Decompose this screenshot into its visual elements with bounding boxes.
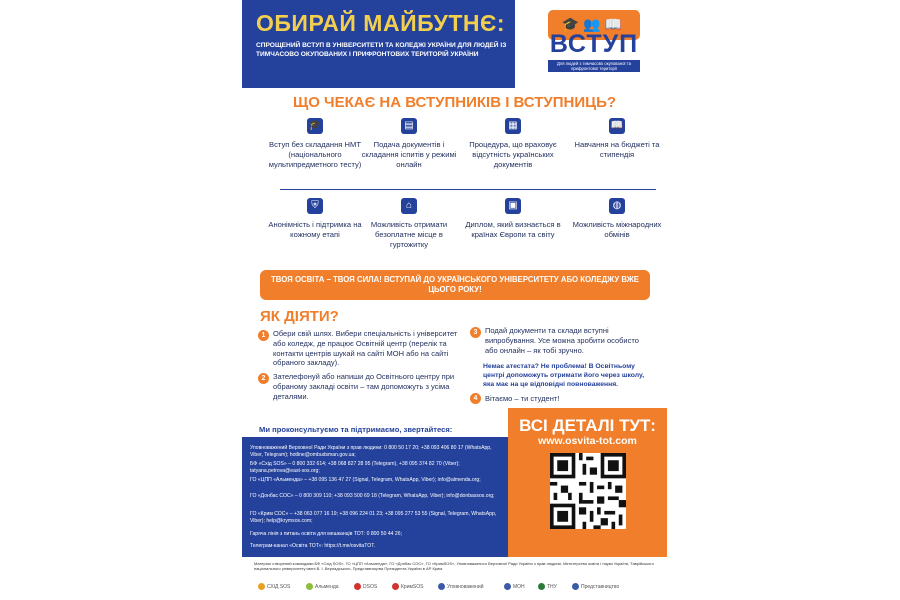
dormitory-icon: ⌂ <box>401 198 417 214</box>
partner-logo: КримSOS <box>392 583 423 590</box>
contacts-panel <box>242 437 508 557</box>
qr-code[interactable] <box>550 453 626 529</box>
feature-text: Навчання на бюджеті та стипендія <box>574 140 660 159</box>
feature-anonymity <box>266 198 364 240</box>
header-subtitle: СПРОЩЕНИЙ ВСТУП В УНІВЕРСИТЕТИ ТА КОЛЕДЖІ УКРАЇНИ ДЛЯ ЛЮДЕЙ ІЗ ТИМЧАСОВО ОКУПОВАНИХ І ПРИФРОНТОВИХ ТЕРИТОРІЙ УКРАЇНИ <box>256 42 507 58</box>
logo-wordmark: ВСТУП <box>549 30 639 58</box>
contact-donbas-sos: ГО «Донбас СОС» – 0 800 309 110; +38 093 500 69 18 (Telegram, WhatsApp, Viber); info@donbassos.org; <box>250 493 495 499</box>
feature-text: Диплом, який визнається в країнах Європи та світу <box>465 220 561 239</box>
how-to-title: ЯК ДІЯТИ? <box>260 308 339 325</box>
feature-text: Анонімність і підтримка на кожному етапі <box>268 220 362 239</box>
partner-logo: СХІД SOS <box>258 583 290 590</box>
poster <box>242 0 667 600</box>
feature-text: Вступ без складання НМТ (національного мультипредметного тесту) <box>268 140 362 169</box>
feature-dormitory <box>360 198 458 250</box>
partner-logo: Уповноважений <box>438 583 484 590</box>
feature-text: Можливість міжнародних обмінів <box>572 220 662 239</box>
step-number: 2 <box>258 373 269 384</box>
partner-logo: DSOS <box>354 583 377 590</box>
feature-text: Можливість отримати безоплатне місце в гуртожитку <box>370 220 448 249</box>
feature-text: Подача документів і складання іспитів у режимі онлайн <box>361 140 457 169</box>
step-1-text: Обери свій шлях. Вибери спеціальність і університет або коледж, де працює Освітній центр (перелік та контакти центрів шукай на сайті МОН або на сайті обраного закладу). <box>273 329 458 368</box>
partner-logo: Представництво <box>572 583 619 590</box>
step-number: 4 <box>470 393 481 404</box>
shield-icon: ⛨ <box>307 198 323 214</box>
step-number: 3 <box>470 327 481 338</box>
logo-icons: 🎓👥📖 <box>561 16 627 32</box>
contact-almenda: ГО «ЦПП «Альменда» – +38 095 136 47 27 (Signal, Telegram, WhatsApp, Viber); info@almenda.org; <box>250 477 481 483</box>
contact-krym-sos: ГО «Крим СОС» – +38 063 077 16 19; +38 096 224 01 23; +38 095 277 53 55 (Signal, Telegram, WhatsApp, Viber); help@krymsos.com; <box>250 511 497 524</box>
feature-text: Процедура, що враховує відсутність українських документів <box>469 140 557 169</box>
details-panel <box>508 408 667 557</box>
consult-title: Ми проконсультуємо та підтримаємо, звертайтеся: <box>259 425 453 434</box>
logo-tagline: Для людей з тимчасово окупованої та прифронтової території <box>548 60 640 72</box>
partner-logo: ТНУ <box>538 583 557 590</box>
slogan-banner: ТВОЯ ОСВІТА – ТВОЯ СИЛА! ВСТУПАЙ ДО УКРАЇНСЬКОГО УНІВЕРСИТЕТУ АБО КОЛЕДЖУ ВЖЕ ЦЬОГО РОКУ! <box>260 270 650 300</box>
certificate-note: Немає атестата? Не проблема! В Освітньому центрі допоможуть отримати його через школу, яка має на це відповідні повноваження. <box>483 363 645 388</box>
graduation-cap-icon: 🎓 <box>307 118 323 134</box>
partner-logo: МОН <box>504 583 525 590</box>
details-title: ВСІ ДЕТАЛІ ТУТ: <box>519 416 656 435</box>
feature-diploma <box>464 198 562 240</box>
footnote: Матеріал створений командами БФ «Схід SOS», ГО «ЦПП «Альменда», ГО «Донбас СОС», ГО «КримSOS», Уповноваженого Верховної Ради України з прав людини, Міністерства освіти і науки України, Таврійського національного університету імені В. І. Вернадського, Представництва Президента України в АР Крим. <box>254 561 654 572</box>
contact-east-sos: БФ «Схід SOS» – 0 800 332 614; +38 068 827 28 95 (Telegram), +38 095 374 82 70 (Viber); tatyana.petrova@east-sos.org; <box>250 461 460 474</box>
partner-logo: Альменда <box>306 583 339 590</box>
globe-icon: ◍ <box>609 198 625 214</box>
contact-telegram: Телеграм-канал «Освіта ТОТ»: https://t.me/osvitaTOT. <box>250 543 376 549</box>
step-number: 1 <box>258 330 269 341</box>
feature-online <box>360 118 458 170</box>
what-awaits-title: ЩО ЧЕКАЄ НА ВСТУПНИКІВ І ВСТУПНИЦЬ? <box>292 94 617 111</box>
procedure-icon: ▦ <box>505 118 521 134</box>
step-3-text: Подай документи та склади вступні випробування. Усе можна зробити особисто або онлайн – як тобі зручно. <box>485 326 639 355</box>
documents-icon: ▤ <box>401 118 417 134</box>
step-4-text: Вітаємо – ти студент! <box>485 394 560 403</box>
diploma-icon: ▣ <box>505 198 521 214</box>
divider <box>280 189 656 190</box>
feature-exchange <box>568 198 666 240</box>
contact-hotline: Гаряча лінія з питань освіти для мешканців ТОТ: 0 800 50 44 26; <box>250 531 403 537</box>
contact-ombudsman: Уповноважений Верховної Ради України з прав людини: 0 800 50 17 20; +38 093 406 80 17 (WhatsApp, Viber, Telegram); hotline@ombudsman.gov.ua; <box>250 445 492 458</box>
header-title: ОБИРАЙ МАЙБУТНЄ: <box>256 10 506 36</box>
feature-no-documents <box>464 118 562 170</box>
book-icon: 📖 <box>609 118 625 134</box>
step-2-text: Зателефонуй або напиши до Освітнього центру при обраному закладі освіти – там допоможуть з усіма деталями. <box>273 372 455 401</box>
feature-no-nmt <box>266 118 364 170</box>
details-url[interactable]: www.osvita-tot.com <box>538 435 637 447</box>
feature-budget <box>568 118 666 160</box>
partner-logos <box>242 578 667 598</box>
header-panel <box>242 0 515 88</box>
